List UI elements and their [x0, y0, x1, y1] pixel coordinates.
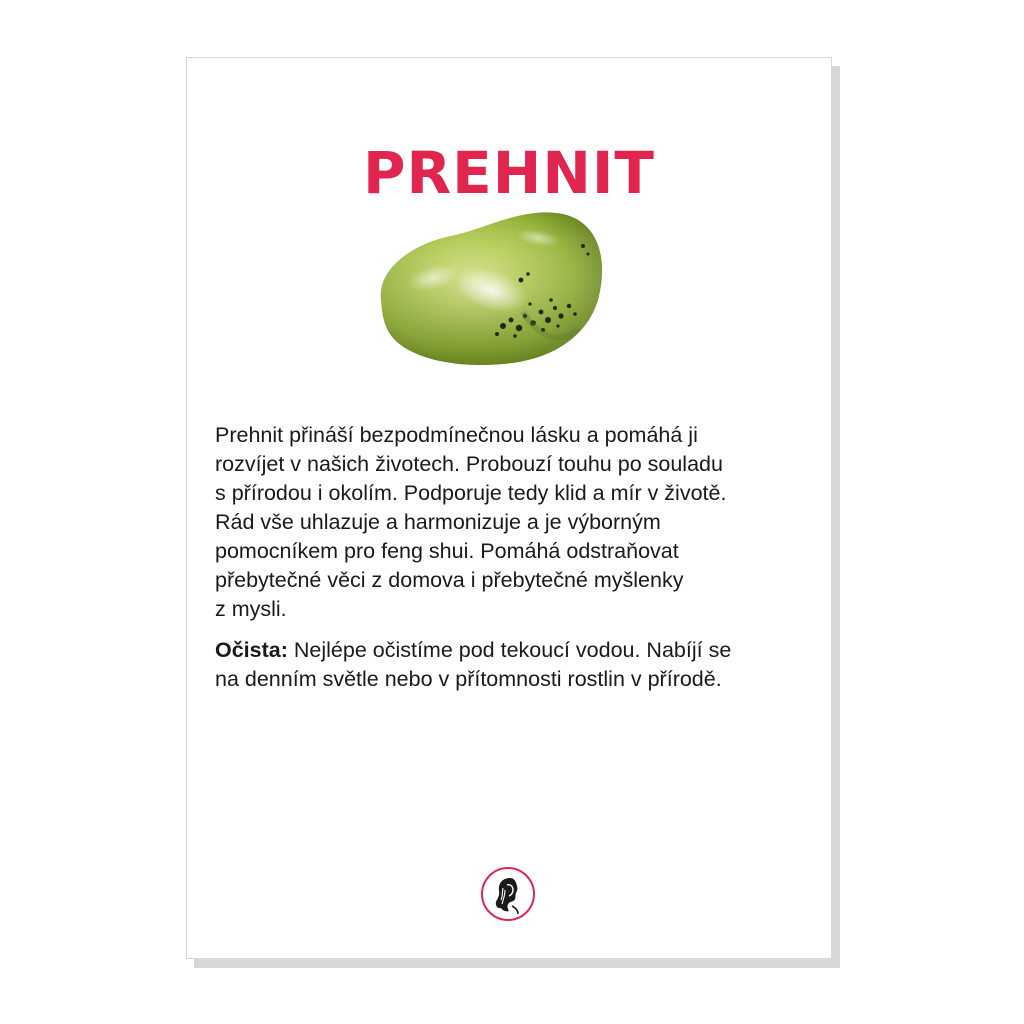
cleansing-text: na denním světle nebo v přítomnosti rostlin v přírodě.: [215, 667, 722, 691]
cleansing-text: Nejlépe očistíme pod tekoucí vodou. Nabíjí se: [287, 638, 732, 662]
woman-silhouette-logo-icon: [480, 866, 536, 922]
description-line: Prehnit přináší bezpodmínečnou lásku a pomáhá ji: [215, 423, 698, 447]
description-line: Rád vše uhlazuje a harmonizuje a je výborným: [215, 510, 661, 534]
description-paragraph: [215, 421, 815, 624]
description-line: s přírodou i okolím. Podporuje tedy klid a mír v životě.: [215, 481, 727, 505]
description-line: z mysli.: [215, 597, 287, 621]
stone-title: PREHNIT: [362, 139, 655, 207]
prehnite-stone-image: [373, 208, 613, 373]
cleansing-paragraph: [215, 636, 815, 694]
description-line: přebytečné věci z domova i přebytečné myšlenky: [215, 568, 684, 592]
description-line: rozvíjet v našich životech. Probouzí touhu po souladu: [215, 452, 723, 476]
info-card: [186, 57, 832, 959]
description-line: pomocníkem pro feng shui. Pomáhá odstraňovat: [215, 539, 679, 563]
stone-description: [215, 421, 815, 706]
cleansing-label: Očista:: [215, 638, 288, 662]
